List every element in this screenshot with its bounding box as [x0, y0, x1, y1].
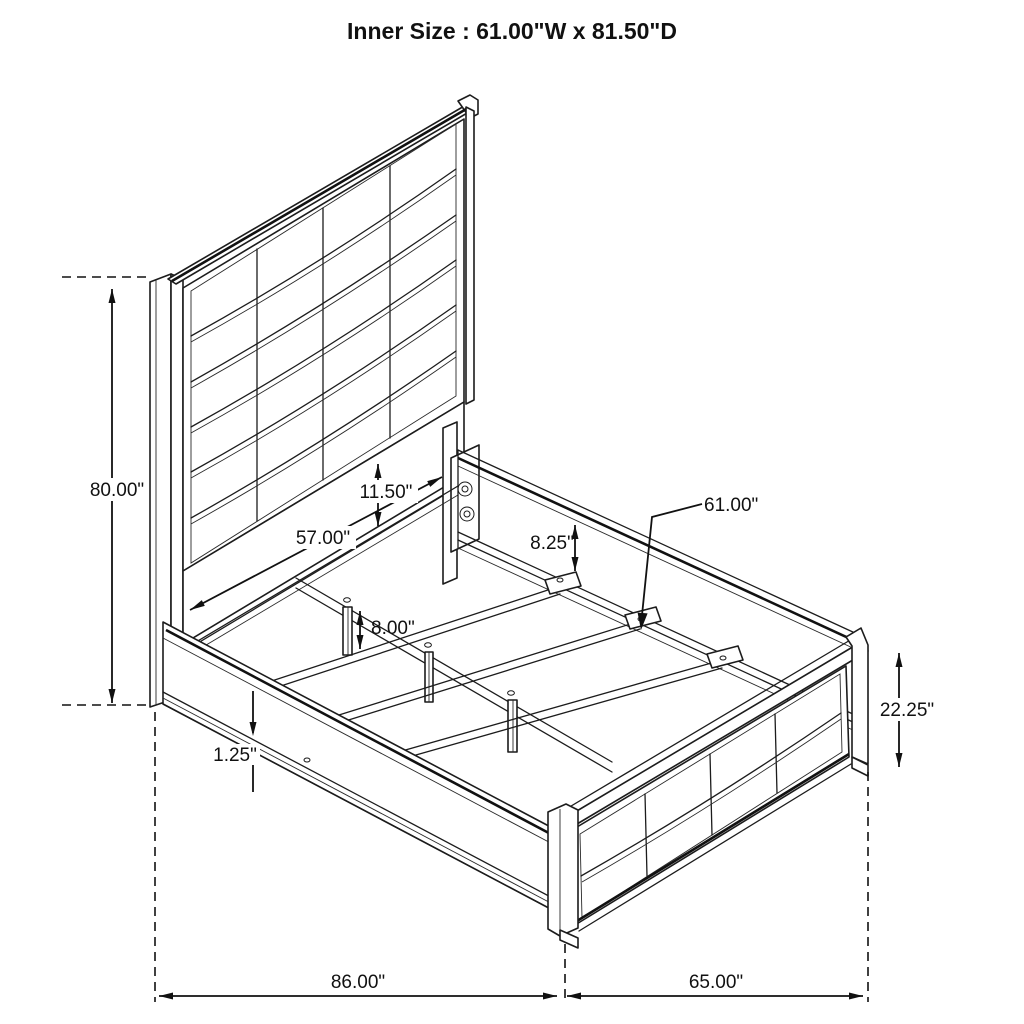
dim-label-8-25: 8.25": [530, 533, 574, 554]
dim-label-22-25: 22.25": [879, 700, 935, 721]
page-title: Inner Size : 61.00"W x 81.50"D: [347, 18, 677, 44]
near-side-rail: [163, 622, 562, 915]
dim-overall-width: [567, 972, 863, 1000]
dim-label-8-00: 8.00": [371, 618, 415, 639]
dim-label-65: 65.00": [688, 972, 744, 993]
dim-label-61: 61.00": [704, 495, 759, 516]
dim-label-86: 86.00": [330, 972, 386, 993]
footboard-left-leg: [548, 804, 578, 936]
dim-label-1-25: 1.25": [213, 745, 257, 766]
dim-label-57: 57.00": [295, 528, 351, 549]
dim-rail-height: [530, 525, 578, 571]
dim-label-80: 80.00": [89, 480, 145, 501]
headboard: [150, 95, 479, 707]
footboard: [548, 628, 868, 948]
dim-headboard-height: [62, 277, 152, 705]
support-leg: [343, 607, 352, 655]
dim-footboard-height: [872, 653, 942, 767]
dim-label-11-50: 11.50": [359, 482, 413, 503]
dim-overall-depth: [159, 972, 557, 1000]
